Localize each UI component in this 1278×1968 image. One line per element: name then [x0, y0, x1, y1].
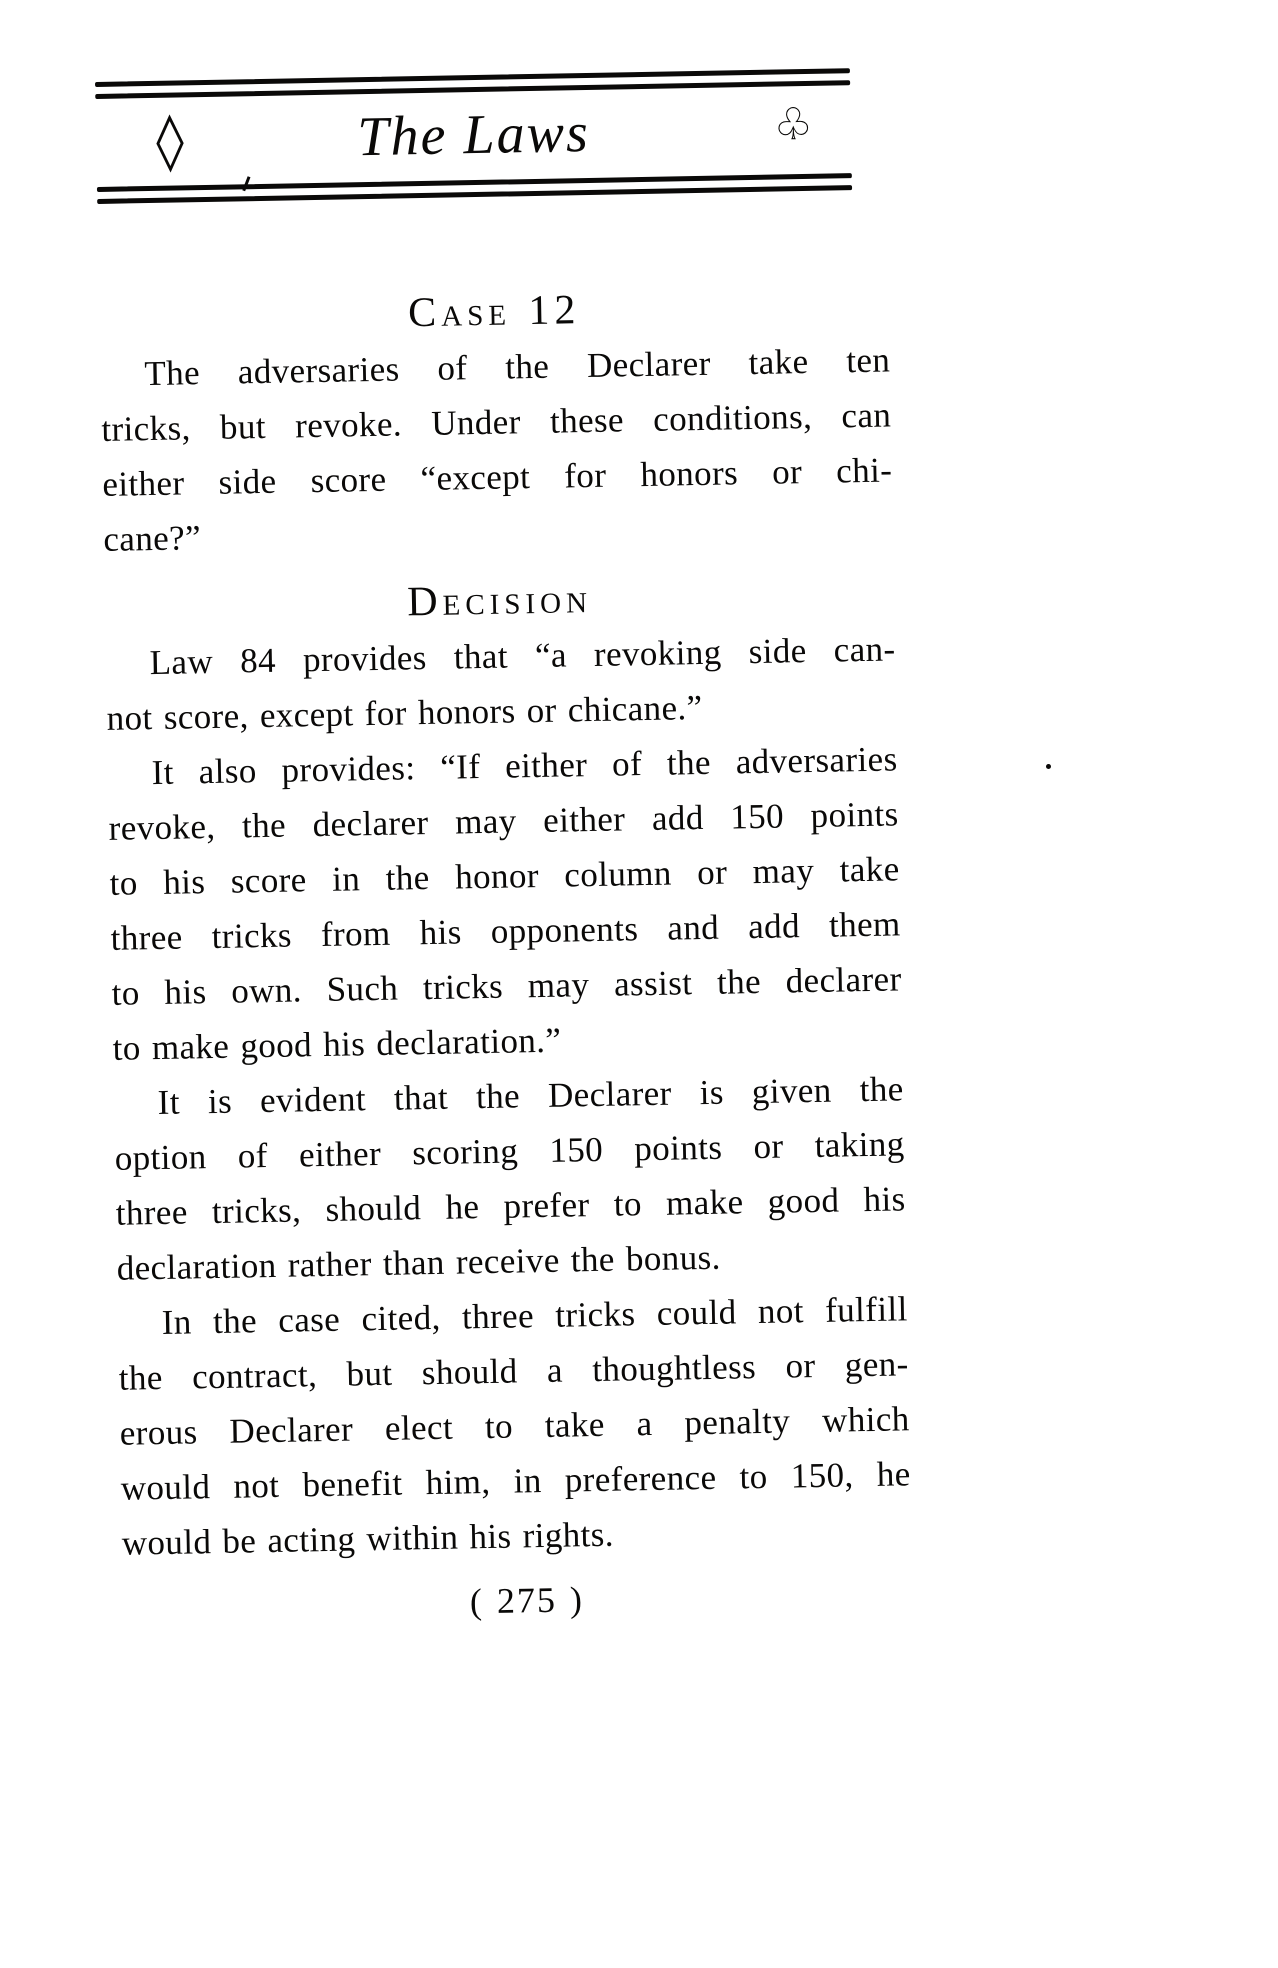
text-line: three tricks from his opponents and add them — [110, 904, 901, 958]
page-header-title: The Laws — [356, 101, 591, 169]
text-line: either side score “except for honors or chi- — [102, 450, 893, 504]
scan-speck-artifact — [1046, 764, 1051, 769]
decision-heading: Decision — [406, 575, 593, 626]
text-line: tricks, but revoke. Under these conditions, can — [101, 395, 892, 449]
club-suit-icon: ♧ — [772, 98, 814, 151]
text-line: would be acting within his rights. — [121, 1514, 615, 1563]
text-line: Law 84 provides that “a revoking side can- — [149, 629, 896, 683]
page-number: ( 275 ) — [469, 1579, 585, 1622]
text-line: would not benefit him, in preference to 150, he — [120, 1454, 911, 1508]
law-paragraph — [105, 621, 897, 745]
text-line: not score, except for honors or chicane.” — [106, 687, 703, 738]
text-line: cane?” — [103, 518, 202, 559]
text-line: to his score in the honor column or may take — [109, 849, 900, 903]
text-line: erous Declarer elect to take a penalty which — [119, 1399, 910, 1453]
text-line: In the case cited, three tricks could not fulfill — [161, 1289, 908, 1342]
text-line: to his own. Such tricks may assist the declarer — [111, 959, 902, 1013]
body-text — [99, 277, 913, 1635]
text-line: revoke, the declarer may either add 150 points — [108, 794, 899, 848]
diamond-suit-icon: ◊ — [155, 108, 185, 174]
text-line: declaration rather than receive the bonus. — [116, 1237, 722, 1288]
also-provides-paragraph — [107, 731, 903, 1075]
evident-paragraph — [113, 1061, 907, 1295]
text-line: option of either scoring 150 points or taking — [114, 1124, 905, 1178]
page-content — [95, 68, 913, 1636]
case-paragraph — [100, 332, 894, 566]
text-line: It also provides: “If either of the adversaries — [151, 739, 898, 793]
text-line: It is evident that the Declarer is given the — [157, 1069, 904, 1123]
text-line: The adversaries of the Declarer take ten — [143, 340, 891, 394]
running-head — [95, 93, 851, 185]
text-line: the contract, but should a thoughtless or gen- — [118, 1344, 909, 1398]
case-cited-paragraph — [117, 1281, 912, 1570]
text-line: three tricks, should he prefer to make good his — [115, 1179, 906, 1233]
case-heading: Case 12 — [407, 287, 581, 337]
text-line: to make good his declaration.” — [112, 1020, 562, 1068]
